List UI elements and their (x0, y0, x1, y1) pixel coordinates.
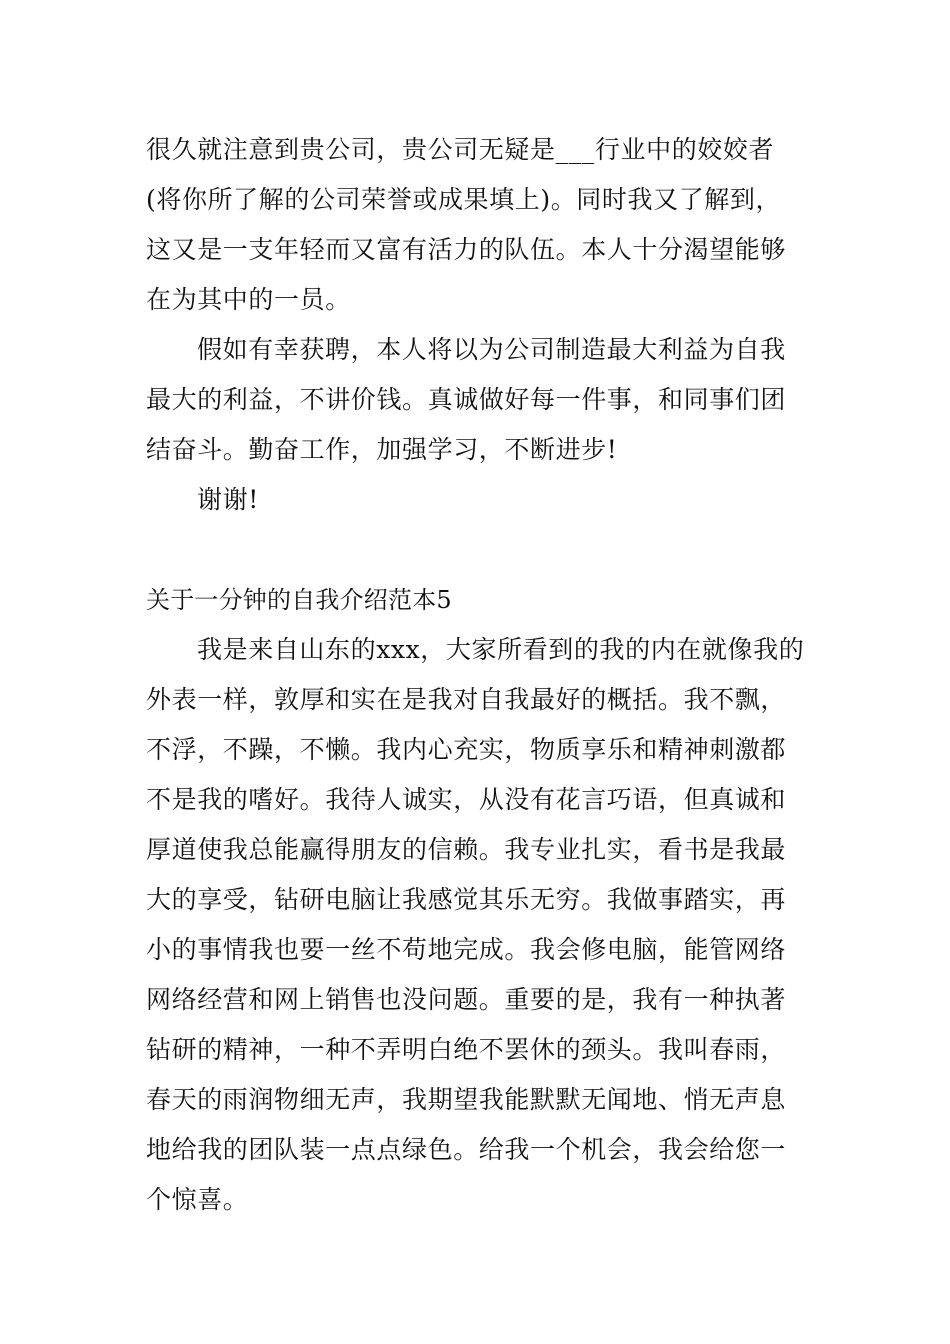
paragraph-line: 这又是一支年轻而又富有活力的队伍。本人十分渴望能够 (146, 235, 787, 264)
paragraph-line: 不是我的嗜好。我待人诚实，从没有花言巧语，但真诚和 (146, 785, 787, 814)
paragraph-line: 很久就注意到贵公司，贵公司无疑是___行业中的姣姣者 (146, 135, 775, 164)
paragraph-line: (将你所了解的公司荣誉或成果填上)。同时我又了解到， (146, 185, 782, 214)
paragraph-line: 地给我的团队装一点点绿色。给我一个机会，我会给您一 (146, 1135, 787, 1164)
paragraph-line: 最大的利益，不讲价钱。真诚做好每一件事，和同事们团 (146, 385, 787, 414)
paragraph-line: 谢谢! (197, 485, 259, 514)
paragraph-line: 厚道使我总能赢得朋友的信赖。我专业扎实，看书是我最 (146, 835, 787, 864)
paragraph-line: 在为其中的一员。 (146, 285, 351, 314)
paragraph-line: 小的事情我也要一丝不苟地完成。我会修电脑，能管网络 (146, 935, 787, 964)
paragraph-line: 个惊喜。 (146, 1185, 249, 1214)
paragraph-line: 不浮，不躁，不懒。我内心充实，物质享乐和精神刺激都 (146, 735, 787, 764)
paragraph-line: 春天的雨润物细无声，我期望我能默默无闻地、悄无声息 (146, 1085, 787, 1114)
paragraph-line: 假如有幸获聘，本人将以为公司制造最大利益为自我 (197, 335, 786, 364)
paragraph-line: 大的享受，钻研电脑让我感觉其乐无穷。我做事踏实，再 (146, 885, 787, 914)
section-heading: 关于一分钟的自我介绍范本5 (146, 586, 452, 614)
paragraph-line: 网络经营和网上销售也没问题。重要的是，我有一种执著 (146, 985, 787, 1014)
paragraph-line: 我是来自山东的xxx，大家所看到的我的内在就像我的 (197, 635, 805, 664)
paragraph-line: 外表一样，敦厚和实在是我对自我最好的概括。我不飘， (146, 685, 787, 714)
paragraph-line: 结奋斗。勤奋工作，加强学习，不断进步! (146, 435, 618, 464)
paragraph-line: 钻研的精神，一种不弄明白绝不罢休的颈头。我叫春雨， (146, 1035, 787, 1064)
